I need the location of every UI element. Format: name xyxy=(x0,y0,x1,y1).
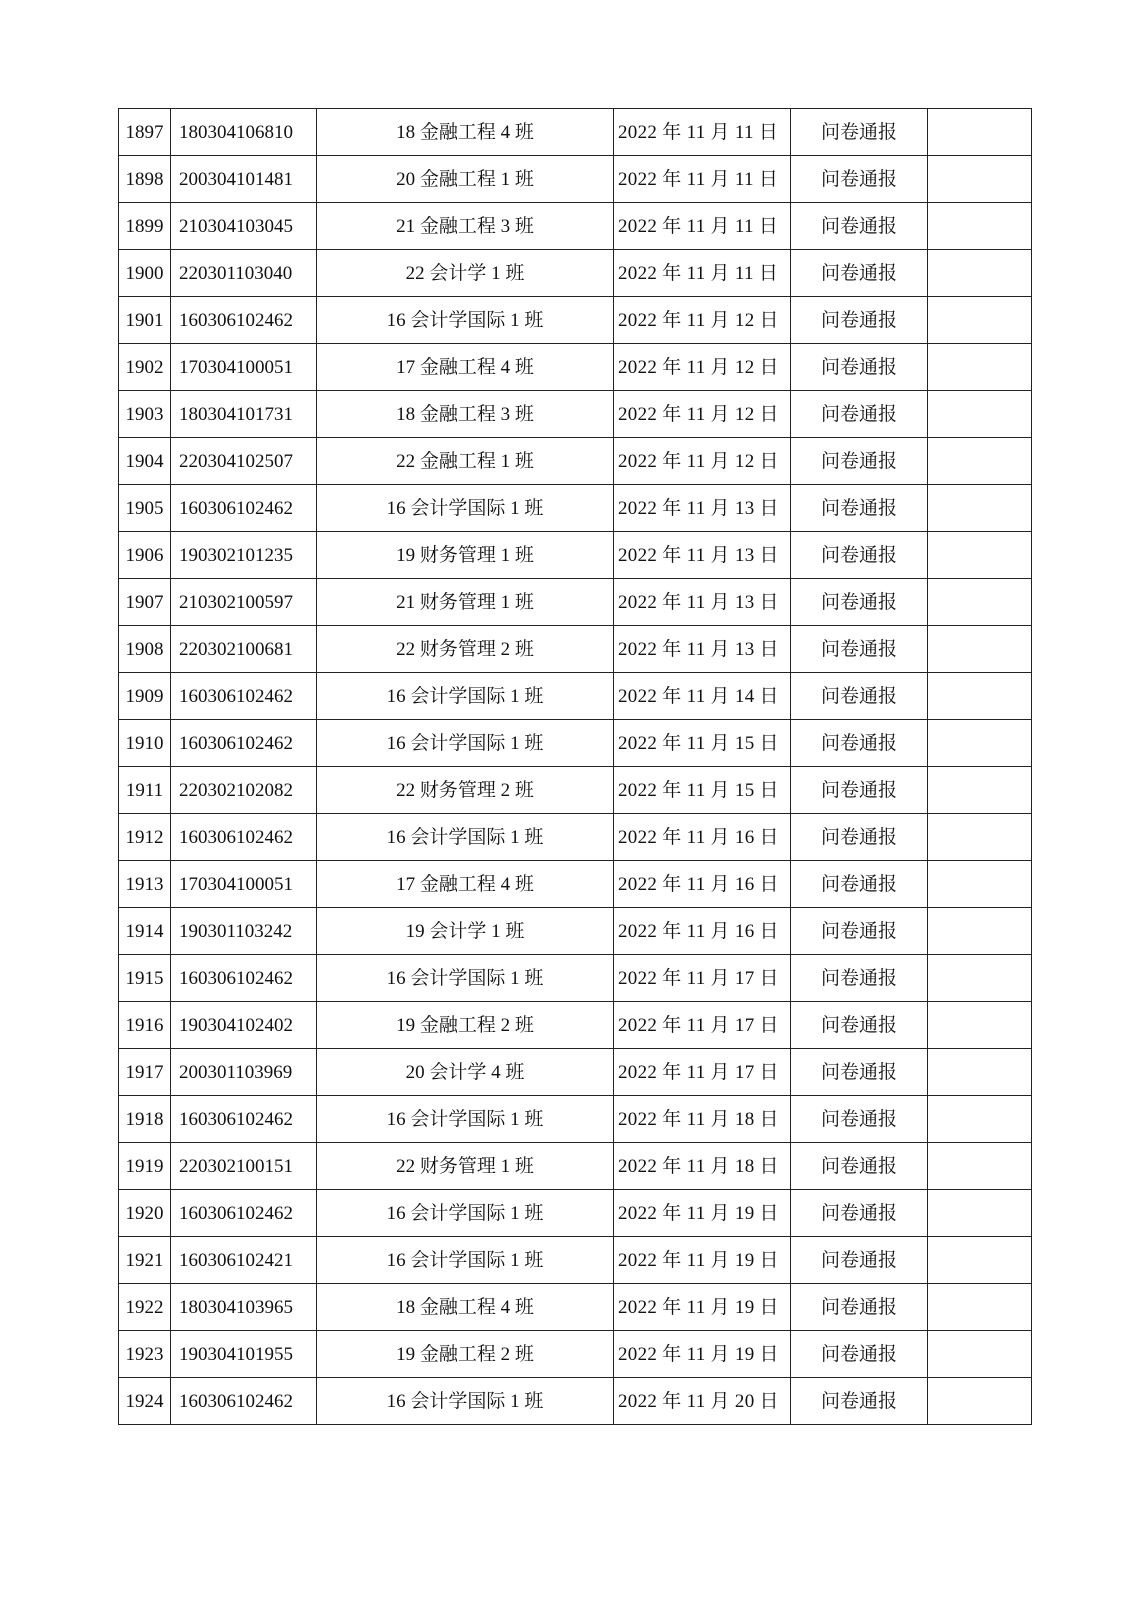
cell-class-name: 16 会计学国际 1 班 xyxy=(317,720,614,767)
cell-row-number: 1905 xyxy=(119,485,171,532)
table-row xyxy=(119,626,1032,673)
cell-class-name: 19 金融工程 2 班 xyxy=(317,1002,614,1049)
table-row xyxy=(119,485,1032,532)
cell-class-name: 22 财务管理 2 班 xyxy=(317,626,614,673)
cell-row-number: 1908 xyxy=(119,626,171,673)
table-row xyxy=(119,1049,1032,1096)
cell-row-number: 1906 xyxy=(119,532,171,579)
cell-date: 2022 年 11 月 13 日 xyxy=(614,532,791,579)
cell-remark xyxy=(928,203,1032,250)
cell-record-type: 问卷通报 xyxy=(791,297,928,344)
cell-date: 2022 年 11 月 15 日 xyxy=(614,767,791,814)
table-row xyxy=(119,720,1032,767)
table-row xyxy=(119,438,1032,485)
cell-student-id: 220302100681 xyxy=(171,626,317,673)
cell-class-name: 16 会计学国际 1 班 xyxy=(317,297,614,344)
cell-record-type: 问卷通报 xyxy=(791,767,928,814)
cell-record-type: 问卷通报 xyxy=(791,109,928,156)
cell-date: 2022 年 11 月 11 日 xyxy=(614,156,791,203)
table-row xyxy=(119,1002,1032,1049)
cell-class-name: 16 会计学国际 1 班 xyxy=(317,673,614,720)
cell-date: 2022 年 11 月 19 日 xyxy=(614,1331,791,1378)
table-row xyxy=(119,579,1032,626)
table-row xyxy=(119,344,1032,391)
cell-student-id: 190304102402 xyxy=(171,1002,317,1049)
cell-remark xyxy=(928,767,1032,814)
cell-date: 2022 年 11 月 19 日 xyxy=(614,1284,791,1331)
cell-date: 2022 年 11 月 19 日 xyxy=(614,1237,791,1284)
cell-record-type: 问卷通报 xyxy=(791,1049,928,1096)
table-row xyxy=(119,1331,1032,1378)
cell-class-name: 21 财务管理 1 班 xyxy=(317,579,614,626)
table-row xyxy=(119,1284,1032,1331)
cell-class-name: 16 会计学国际 1 班 xyxy=(317,485,614,532)
cell-row-number: 1924 xyxy=(119,1378,171,1425)
cell-student-id: 160306102462 xyxy=(171,814,317,861)
cell-date: 2022 年 11 月 12 日 xyxy=(614,391,791,438)
cell-remark xyxy=(928,250,1032,297)
cell-row-number: 1912 xyxy=(119,814,171,861)
cell-row-number: 1898 xyxy=(119,156,171,203)
cell-class-name: 18 金融工程 4 班 xyxy=(317,1284,614,1331)
cell-student-id: 210304103045 xyxy=(171,203,317,250)
cell-row-number: 1920 xyxy=(119,1190,171,1237)
cell-row-number: 1919 xyxy=(119,1143,171,1190)
table-row xyxy=(119,250,1032,297)
cell-remark xyxy=(928,1378,1032,1425)
cell-student-id: 200301103969 xyxy=(171,1049,317,1096)
cell-class-name: 21 金融工程 3 班 xyxy=(317,203,614,250)
cell-student-id: 160306102462 xyxy=(171,1096,317,1143)
cell-record-type: 问卷通报 xyxy=(791,1190,928,1237)
table-row xyxy=(119,297,1032,344)
cell-row-number: 1899 xyxy=(119,203,171,250)
record-table-body xyxy=(119,109,1032,1425)
cell-student-id: 160306102462 xyxy=(171,720,317,767)
cell-date: 2022 年 11 月 12 日 xyxy=(614,438,791,485)
cell-remark xyxy=(928,861,1032,908)
cell-row-number: 1916 xyxy=(119,1002,171,1049)
cell-remark xyxy=(928,579,1032,626)
cell-class-name: 17 金融工程 4 班 xyxy=(317,344,614,391)
cell-record-type: 问卷通报 xyxy=(791,391,928,438)
cell-student-id: 190302101235 xyxy=(171,532,317,579)
cell-class-name: 22 金融工程 1 班 xyxy=(317,438,614,485)
cell-date: 2022 年 11 月 13 日 xyxy=(614,579,791,626)
cell-row-number: 1903 xyxy=(119,391,171,438)
cell-student-id: 160306102462 xyxy=(171,673,317,720)
table-row xyxy=(119,1237,1032,1284)
table-row xyxy=(119,1143,1032,1190)
cell-row-number: 1901 xyxy=(119,297,171,344)
cell-remark xyxy=(928,1284,1032,1331)
cell-student-id: 180304106810 xyxy=(171,109,317,156)
cell-student-id: 170304100051 xyxy=(171,344,317,391)
cell-record-type: 问卷通报 xyxy=(791,861,928,908)
cell-remark xyxy=(928,908,1032,955)
cell-record-type: 问卷通报 xyxy=(791,579,928,626)
cell-row-number: 1913 xyxy=(119,861,171,908)
cell-record-type: 问卷通报 xyxy=(791,344,928,391)
cell-date: 2022 年 11 月 17 日 xyxy=(614,955,791,1002)
cell-remark xyxy=(928,297,1032,344)
cell-date: 2022 年 11 月 16 日 xyxy=(614,908,791,955)
cell-date: 2022 年 11 月 13 日 xyxy=(614,626,791,673)
cell-remark xyxy=(928,720,1032,767)
cell-student-id: 190301103242 xyxy=(171,908,317,955)
cell-remark xyxy=(928,814,1032,861)
cell-student-id: 160306102462 xyxy=(171,1190,317,1237)
cell-class-name: 16 会计学国际 1 班 xyxy=(317,814,614,861)
cell-row-number: 1907 xyxy=(119,579,171,626)
cell-row-number: 1900 xyxy=(119,250,171,297)
cell-date: 2022 年 11 月 17 日 xyxy=(614,1002,791,1049)
cell-remark xyxy=(928,1096,1032,1143)
cell-remark xyxy=(928,391,1032,438)
cell-record-type: 问卷通报 xyxy=(791,1237,928,1284)
cell-student-id: 160306102421 xyxy=(171,1237,317,1284)
table-row xyxy=(119,908,1032,955)
cell-class-name: 22 财务管理 2 班 xyxy=(317,767,614,814)
cell-student-id: 180304103965 xyxy=(171,1284,317,1331)
cell-class-name: 16 会计学国际 1 班 xyxy=(317,1190,614,1237)
table-row xyxy=(119,156,1032,203)
table-row xyxy=(119,861,1032,908)
cell-row-number: 1904 xyxy=(119,438,171,485)
cell-row-number: 1922 xyxy=(119,1284,171,1331)
cell-student-id: 220304102507 xyxy=(171,438,317,485)
cell-remark xyxy=(928,438,1032,485)
cell-row-number: 1923 xyxy=(119,1331,171,1378)
cell-date: 2022 年 11 月 14 日 xyxy=(614,673,791,720)
cell-student-id: 220301103040 xyxy=(171,250,317,297)
cell-student-id: 160306102462 xyxy=(171,1378,317,1425)
cell-class-name: 19 金融工程 2 班 xyxy=(317,1331,614,1378)
cell-remark xyxy=(928,344,1032,391)
cell-student-id: 170304100051 xyxy=(171,861,317,908)
table-row xyxy=(119,673,1032,720)
cell-date: 2022 年 11 月 12 日 xyxy=(614,344,791,391)
cell-date: 2022 年 11 月 11 日 xyxy=(614,109,791,156)
cell-record-type: 问卷通报 xyxy=(791,673,928,720)
cell-class-name: 22 财务管理 1 班 xyxy=(317,1143,614,1190)
cell-record-type: 问卷通报 xyxy=(791,626,928,673)
cell-remark xyxy=(928,1331,1032,1378)
cell-class-name: 19 财务管理 1 班 xyxy=(317,532,614,579)
cell-record-type: 问卷通报 xyxy=(791,485,928,532)
cell-record-type: 问卷通报 xyxy=(791,1002,928,1049)
cell-class-name: 16 会计学国际 1 班 xyxy=(317,1378,614,1425)
cell-date: 2022 年 11 月 12 日 xyxy=(614,297,791,344)
table-row xyxy=(119,955,1032,1002)
cell-record-type: 问卷通报 xyxy=(791,1331,928,1378)
cell-row-number: 1910 xyxy=(119,720,171,767)
cell-date: 2022 年 11 月 11 日 xyxy=(614,250,791,297)
cell-student-id: 210302100597 xyxy=(171,579,317,626)
cell-student-id: 220302102082 xyxy=(171,767,317,814)
cell-remark xyxy=(928,955,1032,1002)
record-table xyxy=(118,108,1032,1425)
cell-class-name: 16 会计学国际 1 班 xyxy=(317,955,614,1002)
cell-class-name: 16 会计学国际 1 班 xyxy=(317,1237,614,1284)
cell-student-id: 180304101731 xyxy=(171,391,317,438)
cell-student-id: 200304101481 xyxy=(171,156,317,203)
cell-student-id: 220302100151 xyxy=(171,1143,317,1190)
cell-record-type: 问卷通报 xyxy=(791,438,928,485)
cell-class-name: 19 会计学 1 班 xyxy=(317,908,614,955)
cell-class-name: 20 金融工程 1 班 xyxy=(317,156,614,203)
cell-record-type: 问卷通报 xyxy=(791,908,928,955)
cell-row-number: 1911 xyxy=(119,767,171,814)
cell-remark xyxy=(928,1190,1032,1237)
cell-class-name: 18 金融工程 4 班 xyxy=(317,109,614,156)
cell-class-name: 17 金融工程 4 班 xyxy=(317,861,614,908)
cell-record-type: 问卷通报 xyxy=(791,814,928,861)
cell-row-number: 1915 xyxy=(119,955,171,1002)
cell-row-number: 1914 xyxy=(119,908,171,955)
cell-date: 2022 年 11 月 17 日 xyxy=(614,1049,791,1096)
cell-record-type: 问卷通报 xyxy=(791,1284,928,1331)
cell-remark xyxy=(928,156,1032,203)
table-row xyxy=(119,767,1032,814)
cell-row-number: 1917 xyxy=(119,1049,171,1096)
cell-remark xyxy=(928,1143,1032,1190)
cell-date: 2022 年 11 月 15 日 xyxy=(614,720,791,767)
cell-row-number: 1921 xyxy=(119,1237,171,1284)
cell-class-name: 18 金融工程 3 班 xyxy=(317,391,614,438)
table-row xyxy=(119,203,1032,250)
table-row xyxy=(119,814,1032,861)
cell-student-id: 160306102462 xyxy=(171,955,317,1002)
cell-record-type: 问卷通报 xyxy=(791,955,928,1002)
cell-date: 2022 年 11 月 16 日 xyxy=(614,861,791,908)
cell-record-type: 问卷通报 xyxy=(791,203,928,250)
cell-record-type: 问卷通报 xyxy=(791,156,928,203)
cell-remark xyxy=(928,673,1032,720)
cell-date: 2022 年 11 月 18 日 xyxy=(614,1143,791,1190)
cell-remark xyxy=(928,109,1032,156)
cell-class-name: 16 会计学国际 1 班 xyxy=(317,1096,614,1143)
cell-record-type: 问卷通报 xyxy=(791,532,928,579)
cell-remark xyxy=(928,485,1032,532)
cell-row-number: 1897 xyxy=(119,109,171,156)
cell-record-type: 问卷通报 xyxy=(791,1143,928,1190)
cell-row-number: 1902 xyxy=(119,344,171,391)
cell-class-name: 20 会计学 4 班 xyxy=(317,1049,614,1096)
cell-date: 2022 年 11 月 19 日 xyxy=(614,1190,791,1237)
cell-record-type: 问卷通报 xyxy=(791,720,928,767)
cell-student-id: 190304101955 xyxy=(171,1331,317,1378)
cell-record-type: 问卷通报 xyxy=(791,1096,928,1143)
cell-remark xyxy=(928,626,1032,673)
table-row xyxy=(119,1378,1032,1425)
cell-class-name: 22 会计学 1 班 xyxy=(317,250,614,297)
cell-record-type: 问卷通报 xyxy=(791,250,928,297)
cell-date: 2022 年 11 月 13 日 xyxy=(614,485,791,532)
cell-remark xyxy=(928,532,1032,579)
cell-student-id: 160306102462 xyxy=(171,485,317,532)
table-row xyxy=(119,1096,1032,1143)
cell-date: 2022 年 11 月 18 日 xyxy=(614,1096,791,1143)
cell-date: 2022 年 11 月 16 日 xyxy=(614,814,791,861)
cell-date: 2022 年 11 月 20 日 xyxy=(614,1378,791,1425)
cell-date: 2022 年 11 月 11 日 xyxy=(614,203,791,250)
table-row xyxy=(119,532,1032,579)
table-row xyxy=(119,109,1032,156)
table-row xyxy=(119,1190,1032,1237)
cell-remark xyxy=(928,1049,1032,1096)
cell-row-number: 1909 xyxy=(119,673,171,720)
cell-remark xyxy=(928,1002,1032,1049)
cell-student-id: 160306102462 xyxy=(171,297,317,344)
table-row xyxy=(119,391,1032,438)
cell-remark xyxy=(928,1237,1032,1284)
cell-row-number: 1918 xyxy=(119,1096,171,1143)
cell-record-type: 问卷通报 xyxy=(791,1378,928,1425)
